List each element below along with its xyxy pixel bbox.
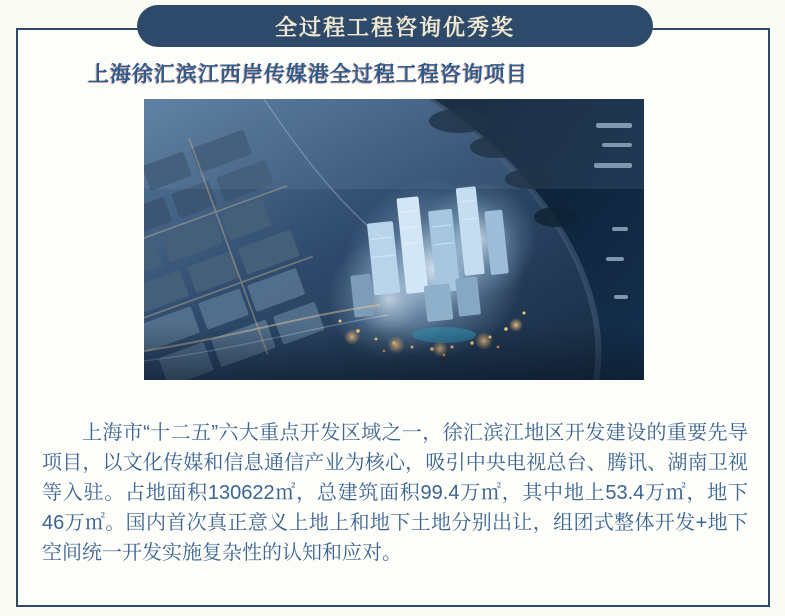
project-title: 上海徐汇滨江西岸传媒港全过程工程咨询项目 [88, 63, 528, 86]
project-description: 上海市“十二五”六大重点开发区域之一，徐汇滨江地区开发建设的重要先导项目，以文化传媒和信息通信产业为核心，吸引中央电视总台、腾讯、湖南卫视等入驻。占地面积130622㎡，总建筑面积99.4万㎡，其中地上53.4万㎡，地下46万㎡。国内首次真正意义上地上和地下土地分别出让，组团式整体开发+地下空间统一开发实施复杂性的认知和应对。 [42, 422, 748, 564]
project-aerial-image [144, 99, 644, 380]
award-banner-label: 全过程工程咨询优秀奖 [274, 14, 515, 40]
aerial-night-rendering-graphic [144, 99, 644, 380]
content-card [16, 28, 770, 607]
award-banner [137, 5, 653, 47]
